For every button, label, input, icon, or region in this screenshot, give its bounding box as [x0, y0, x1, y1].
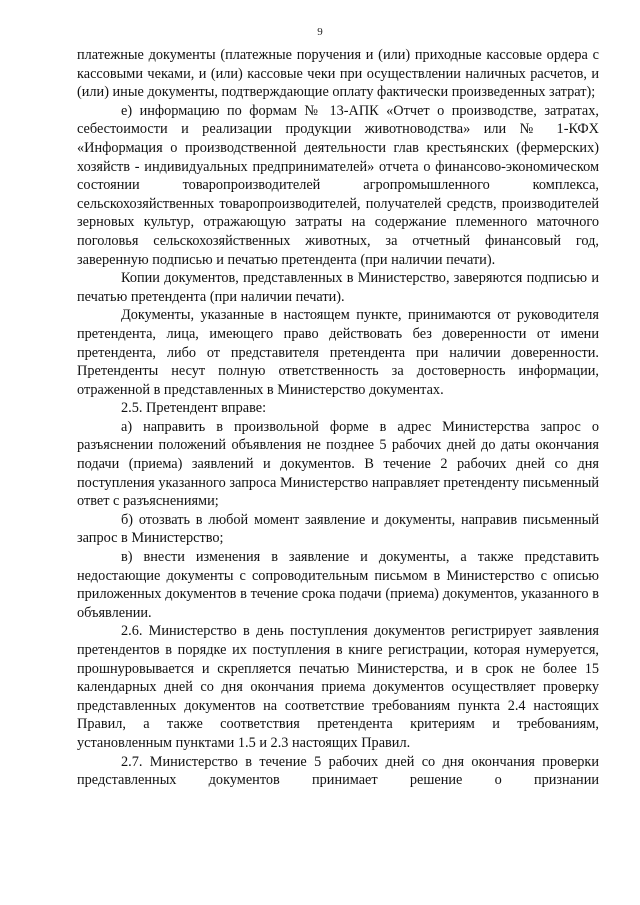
paragraph: е) информацию по формам № 13-АПК «Отчет о производстве, затратах, себестоимости и реализации продукции животноводства» или № 1-КФХ «Информация о производственной деятельности глав крестьянских (фермерских) хозяйств - индивидуальных предпринимателей» отчета о финансово-экономическом состоянии товаропроизводителей агропромышленного комплекса, сельскохозяйственных товаропроизводителей, получателей средств, производителей зерновых культур, отражающую затраты на содержание племенного маточного поголовья сельскохозяйственных животных, за отчетный финансовый год, заверенную подписью и печатью претендента (при наличии печати).: [77, 102, 599, 268]
paragraph: 2.7. Министерство в течение 5 рабочих дней со дня окончания проверки представленных документов принимает решение о признании: [77, 753, 599, 789]
document-body: [77, 46, 599, 790]
paragraph: 2.5. Претендент вправе:: [121, 400, 267, 417]
paragraph: б) отозвать в любой момент заявление и документы, направив письменный запрос в Министерство;: [77, 511, 599, 547]
paragraph: а) направить в произвольной форме в адрес Министерства запрос о разъяснении положений объявления не позднее 5 рабочих дней до даты окончания подачи (приема) заявлений и документов. В течение 2 рабочих дней со дня поступления указанного запроса Министерство направляет претенденту письменный ответ с разъяснениями;: [77, 418, 599, 510]
paragraph: в) внести изменения в заявление и документы, а также представить недостающие документы с сопроводительным письмом в Министерство с описью приложенных документов в течение срока подачи (приема) документов, указанного в объявлении.: [77, 549, 599, 621]
paragraph: 2.6. Министерство в день поступления документов регистрирует заявления претендентов в порядке их поступления в книге регистрации, которая нумеруется, прошнуровывается и скрепляется печатью Министерства, и в срок не более 15 календарных дней со дня окончания приема документов осуществляет проверку представленных документов на соответствие требованиям пункта 2.4 настоящих Правил, а также соответствия претендента критериям и требованиям, установленным пунктами 1.5 и 2.3 настоящих Правил.: [77, 623, 599, 751]
page-number: 9: [317, 26, 323, 38]
paragraph: Копии документов, представленных в Министерство, заверяются подписью и печатью претендента (при наличии печати).: [77, 270, 599, 305]
paragraph: платежные документы (платежные поручения и (или) приходные кассовые ордера с кассовыми чеками, и (или) кассовые чеки при осуществлении наличных расчетов, и (или) иные документы, подтверждающие оплату фактически произведенных затрат);: [77, 47, 599, 101]
paragraph: Документы, указанные в настоящем пункте, принимаются от руководителя претендента, лица, имеющего право действовать без доверенности от имени претендента, либо от представителя претендента при наличии доверенности. Претенденты несут полную ответственность за достоверность информации, отраженной в представленных в Министерство документах.: [77, 307, 599, 398]
